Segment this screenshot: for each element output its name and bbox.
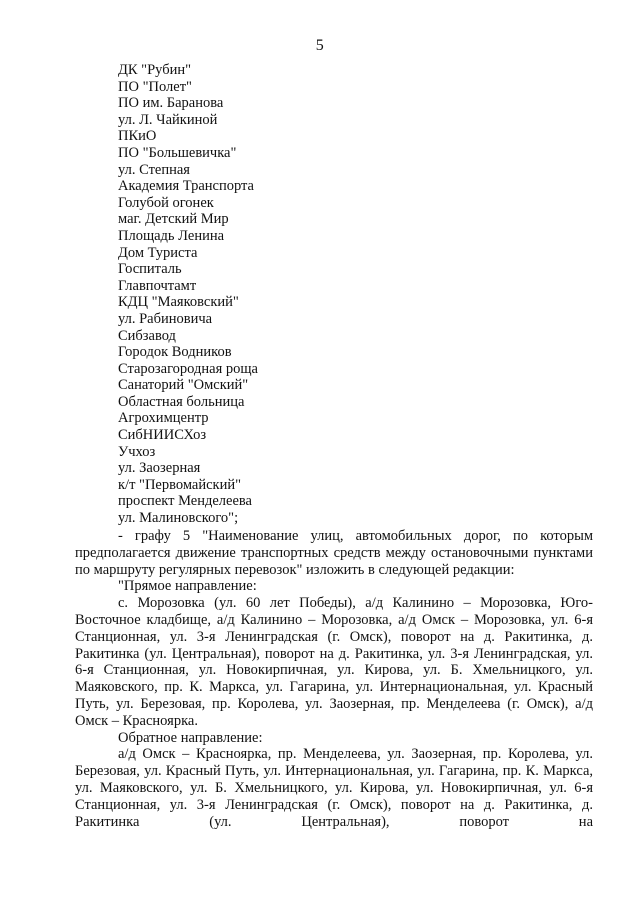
stop-item: Академия Транспорта [118,178,254,195]
stop-item: ул. Степная [118,161,190,178]
stop-item: Площадь Ленина [118,227,225,244]
stop-item: ПО "Большевичка" [118,144,237,161]
backward-direction-text: а/д Омск – Красноярка, пр. Менделеева, ул. Заозерная, пр. Королева, ул. Березовая, ул. Красный Путь, ул. Интернациональная, ул. Гагарина, пр. К. Маркса, ул. Маяковского, ул. Б. Хмельницкого, ул. Кирова, ул. Новокирпичная, ул. 6-я Станционная, ул. 3-я Ленинградская (г. Омск), поворот на д. Ракитинка, д. Ракитинка (ул. Центральная), поворот на [75,746,593,830]
stop-item: Старозагородная роща [118,360,258,377]
backward-direction-heading: Обратное направление: [118,729,263,746]
stop-item: ПО "Полет" [118,78,192,95]
stop-item: ДК "Рубин" [118,62,192,78]
stop-item: Сибзавод [118,327,176,344]
stop-item: проспект Менделеева [118,493,252,510]
stop-item: Городок Водников [118,344,232,361]
document-body [75,528,593,830]
stop-item: ул. Заозерная [118,460,201,477]
stop-item: КДЦ "Маяковский" [118,294,239,311]
stop-item: ул. Рабиновича [118,310,213,327]
stop-item: Голубой огонек [118,194,214,211]
graph5-paragraph: - графу 5 "Наименование улиц, автомобильных дорог, по которым предполагается движение транспортных средств между остановочными пунктами по маршруту регулярных перевозок" изложить в следующей редакции: [75,528,593,578]
stop-item: Агрохимцентр [118,410,209,427]
stop-item: Главпочтамт [118,277,197,294]
stop-item: ул. Л. Чайкиной [118,111,218,128]
stop-item: СибНИИСХоз [118,427,207,444]
stop-item: ПКиО [118,128,157,145]
stop-item: Учхоз [118,443,156,460]
forward-direction-text: с. Морозовка (ул. 60 лет Победы), а/д Калинино – Морозовка, Юго-Восточное кладбище, а/д Калинино – Морозовка, а/д Омск – Морозовка, ул. 6-я Станционная, ул. 3-я Ленинградская (г. Омск), поворот на д. Ракитинка, д. Ракитинка (ул. Центральная), поворот на д. Ракитинка, ул. 3-я Ленинградская, ул. 6-я Станционная, ул. Новокирпичная, ул. Кирова, ул. Б. Хмельницкого, ул. Маяковского, пр. К. Маркса, ул. Гагарина, ул. Интернациональная, ул. Красный Путь, ул. Березовая, пр. Королева, ул. Заозерная, пр. Менделеева (г. Омск), а/д Омск – Красноярка. [75,595,593,729]
stop-item: к/т "Первомайский" [118,476,242,493]
stop-item: Областная больница [118,393,245,410]
stop-item: Дом Туриста [118,244,198,261]
stop-item: ул. Малиновского"; [118,510,239,527]
stops-list [118,62,258,527]
stop-item: Госпиталь [118,261,182,278]
forward-direction-heading: "Прямое направление: [118,578,257,595]
stop-item: маг. Детский Мир [118,211,229,228]
stop-item: Санаторий "Омский" [118,377,249,394]
page-number: 5 [315,37,325,54]
stop-item: ПО им. Баранова [118,95,224,112]
